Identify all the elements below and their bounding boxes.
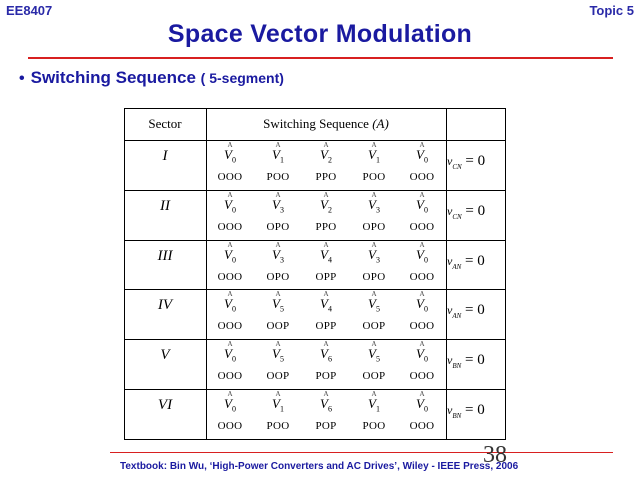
- row-border-5: [124, 389, 506, 390]
- switching-vector: $V_0$: [224, 196, 236, 215]
- switching-vector: $V_0$: [416, 147, 428, 165]
- switching-state: OOO: [409, 270, 435, 283]
- switching-state: OPO: [266, 270, 290, 283]
- sequence-arrow-icon: A: [371, 390, 377, 398]
- vcm-subscript: BN: [452, 412, 462, 420]
- switching-state: OPO: [266, 220, 290, 233]
- vector-index: 0: [231, 354, 236, 364]
- vcm-subscript: AN: [452, 312, 462, 321]
- vector-cell: [350, 341, 398, 366]
- sector-label: IV: [157, 297, 173, 314]
- page-number: 38: [483, 442, 507, 468]
- switching-state: POO: [362, 171, 386, 183]
- vcm-symbol: v: [447, 203, 453, 218]
- table-top-border: [124, 108, 506, 109]
- vcm-equals-zero: = 0: [461, 352, 485, 369]
- vector-cell: [398, 391, 446, 416]
- vector-index: 1: [279, 404, 284, 414]
- switching-vector: $V_3$: [368, 246, 380, 265]
- switching-vector: $V_1$: [368, 396, 380, 414]
- vector-index: 0: [231, 255, 236, 265]
- vcm-subscript: CN: [452, 163, 462, 171]
- vector-index: 2: [327, 155, 332, 165]
- vector-cell: [206, 192, 254, 217]
- sequence-arrow-icon: A: [323, 190, 329, 199]
- switching-state: OPP: [315, 320, 337, 333]
- common-mode-voltage: [447, 352, 504, 370]
- row-border-1: [124, 190, 506, 191]
- switching-vector: $V_0$: [416, 396, 428, 414]
- sequence-arrow-icon: A: [275, 290, 281, 299]
- row-border-3: [124, 289, 506, 290]
- switching-vector: $V_2$: [320, 196, 332, 215]
- vector-cell: [398, 242, 446, 267]
- common-mode-voltage: [447, 302, 504, 320]
- switching-state: OOO: [217, 220, 243, 233]
- sequence-arrow-icon: A: [371, 141, 377, 149]
- sequence-arrow-icon: A: [275, 340, 281, 349]
- vector-cell: [350, 192, 398, 217]
- switching-vector: $V_3$: [368, 196, 380, 215]
- sequence-arrow-icon: A: [323, 340, 329, 349]
- switching-vector: $V_0$: [224, 396, 236, 414]
- sequence-arrow-icon: A: [371, 240, 377, 249]
- switching-vector: $V_0$: [224, 246, 236, 265]
- sector-label: II: [160, 197, 170, 214]
- switching-vector: $V_1$: [368, 147, 380, 165]
- vector-index: 4: [327, 255, 332, 265]
- vector-index: 6: [327, 404, 332, 414]
- switching-vector: $V_4$: [320, 246, 332, 265]
- vector-cell: [398, 341, 446, 366]
- vector-index: 5: [279, 354, 284, 364]
- vector-index: 1: [375, 155, 380, 165]
- header-sector: Sector: [148, 116, 182, 131]
- switching-vector: $V_2$: [320, 147, 332, 165]
- common-mode-voltage: [447, 153, 504, 171]
- vector-cell: [302, 142, 350, 167]
- sequence-arrow-icon: A: [227, 290, 233, 299]
- switching-vector: $V_0$: [224, 147, 236, 165]
- switching-state: PPO: [315, 220, 337, 233]
- vector-cell: [254, 142, 302, 167]
- sequence-arrow-icon: A: [419, 240, 425, 249]
- switching-vector: $V_6$: [320, 396, 332, 414]
- sequence-arrow-icon: A: [371, 190, 377, 199]
- vector-index: 0: [423, 404, 428, 414]
- switching-vector: $V_1$: [272, 147, 284, 165]
- sequence-arrow-icon: A: [419, 141, 425, 149]
- vector-cell: [254, 192, 302, 217]
- vector-cell: [398, 291, 446, 316]
- sequence-arrow-icon: A: [419, 340, 425, 349]
- switching-state: OOP: [266, 370, 290, 383]
- vector-index: 0: [423, 354, 428, 364]
- header-sequence-note: (A): [372, 116, 389, 131]
- sequence-arrow-icon: A: [275, 190, 281, 199]
- vector-cell: [206, 291, 254, 316]
- sequence-arrow-icon: A: [419, 390, 425, 398]
- switching-state: OOP: [362, 320, 386, 333]
- sequence-arrow-icon: A: [275, 141, 281, 149]
- switching-state: OPO: [362, 270, 386, 283]
- vcm-symbol: v: [447, 253, 453, 268]
- sector-label: VI: [157, 397, 173, 413]
- switching-state: OOO: [217, 171, 243, 183]
- vector-index: 0: [423, 205, 428, 215]
- switching-state: OPO: [362, 220, 386, 233]
- switching-vector: $V_0$: [416, 346, 428, 364]
- vcm-equals-zero: = 0: [461, 153, 486, 169]
- switching-state: OOO: [217, 370, 243, 383]
- switching-state: OOO: [217, 320, 243, 333]
- vector-index: 3: [279, 205, 284, 215]
- row-border-4: [124, 339, 506, 340]
- title-divider: [28, 57, 613, 59]
- switching-state: POP: [315, 370, 337, 383]
- switching-vector: $V_0$: [416, 246, 428, 265]
- vector-index: 6: [327, 354, 332, 364]
- vector-cell: [206, 391, 254, 416]
- vector-cell: [254, 291, 302, 316]
- vector-cell: [350, 142, 398, 167]
- switching-state: OOO: [409, 320, 435, 333]
- switching-vector: $V_0$: [224, 296, 236, 314]
- vcm-subscript: BN: [452, 362, 462, 371]
- vector-cell: [302, 391, 350, 416]
- switching-state: POO: [362, 420, 386, 432]
- switching-state: POO: [266, 420, 290, 432]
- sequence-arrow-icon: A: [227, 190, 233, 199]
- sequence-arrow-icon: A: [371, 340, 377, 349]
- topic-label: Topic 5: [589, 3, 634, 18]
- vcm-subscript: AN: [452, 262, 462, 271]
- switching-vector: $V_6$: [320, 346, 332, 364]
- switching-state: OOP: [362, 370, 386, 383]
- sequence-arrow-icon: A: [419, 290, 425, 299]
- switching-state: OPP: [315, 270, 337, 283]
- common-mode-voltage: [447, 203, 504, 221]
- switching-vector: $V_5$: [272, 296, 284, 314]
- vector-cell: [302, 341, 350, 366]
- sequence-arrow-icon: A: [323, 141, 329, 149]
- vector-index: 3: [279, 255, 284, 265]
- vector-cell: [302, 291, 350, 316]
- table-bottom-border: [124, 439, 506, 440]
- vector-cell: [302, 242, 350, 267]
- footer-divider: [110, 452, 613, 453]
- sequence-arrow-icon: A: [323, 290, 329, 299]
- vector-cell: [350, 291, 398, 316]
- switching-vector: $V_5$: [368, 296, 380, 314]
- switching-state: OOO: [217, 270, 243, 283]
- vector-cell: [206, 242, 254, 267]
- vcm-subscript: CN: [452, 212, 462, 221]
- vector-cell: [398, 142, 446, 167]
- sector-label: V: [160, 347, 170, 364]
- switching-sequence-table: [124, 108, 506, 439]
- sequence-arrow-icon: A: [227, 390, 233, 398]
- vector-index: 0: [423, 304, 428, 314]
- vector-index: 1: [375, 404, 380, 414]
- vcm-equals-zero: = 0: [461, 202, 486, 219]
- vector-index: 4: [327, 304, 332, 314]
- sequence-arrow-icon: A: [227, 340, 233, 349]
- bullet-point: [19, 68, 284, 88]
- sector-label: III: [157, 247, 173, 264]
- vector-cell: [302, 192, 350, 217]
- header-switching-sequence: [206, 108, 446, 140]
- switching-vector: $V_4$: [320, 296, 332, 314]
- row-border-2: [124, 240, 506, 241]
- sector-label: I: [162, 148, 168, 164]
- bullet-main-text: Switching Sequence: [30, 68, 196, 87]
- switching-vector: $V_5$: [272, 346, 284, 364]
- vector-index: 5: [375, 304, 380, 314]
- sequence-arrow-icon: A: [323, 390, 329, 398]
- switching-vector: $V_3$: [272, 196, 284, 215]
- vector-index: 0: [231, 205, 236, 215]
- vector-index: 5: [279, 304, 284, 314]
- header-bottom-border: [124, 140, 506, 141]
- common-mode-voltage: [447, 253, 504, 271]
- vcm-equals-zero: = 0: [461, 252, 485, 269]
- vector-index: 5: [375, 354, 380, 364]
- sequence-arrow-icon: A: [227, 141, 233, 149]
- vector-index: 3: [375, 255, 380, 265]
- switching-vector: $V_0$: [416, 196, 428, 215]
- sequence-arrow-icon: A: [227, 240, 233, 249]
- vcm-symbol: v: [447, 353, 453, 368]
- sequence-arrow-icon: A: [275, 390, 281, 398]
- switching-state: OOO: [409, 420, 435, 432]
- switching-vector: $V_1$: [272, 396, 284, 414]
- switching-vector: $V_0$: [224, 346, 236, 364]
- sequence-arrow-icon: A: [323, 240, 329, 249]
- vector-cell: [254, 341, 302, 366]
- header-sequence-text: Switching Sequence: [263, 116, 369, 131]
- vector-cell: [206, 142, 254, 167]
- switching-state: OOO: [409, 370, 435, 383]
- switching-state: OOO: [409, 220, 435, 233]
- vector-cell: [398, 192, 446, 217]
- footer-citation: Textbook: Bin Wu, ‘High-Power Converters and AC Drives’, Wiley - IEEE Press, 2006: [120, 461, 519, 472]
- vector-index: 0: [423, 255, 428, 265]
- vector-cell: [206, 341, 254, 366]
- vector-index: 0: [423, 155, 428, 165]
- switching-vector: $V_0$: [416, 296, 428, 314]
- vector-index: 2: [327, 205, 332, 215]
- vector-index: 0: [231, 404, 236, 414]
- switching-state: OOO: [409, 171, 435, 183]
- vcm-symbol: v: [447, 303, 453, 318]
- course-code: EE8407: [6, 3, 53, 18]
- switching-state: POO: [266, 171, 290, 183]
- vcm-equals-zero: = 0: [461, 402, 485, 418]
- vcm-symbol: v: [447, 403, 453, 417]
- bullet-dot-icon: •: [19, 70, 25, 87]
- switching-state: POP: [315, 420, 337, 432]
- vector-cell: [350, 242, 398, 267]
- vector-index: 1: [279, 155, 284, 165]
- sequence-arrow-icon: A: [275, 240, 281, 249]
- sequence-arrow-icon: A: [419, 190, 425, 199]
- vector-index: 0: [231, 304, 236, 314]
- vector-cell: [350, 391, 398, 416]
- switching-state: OOP: [266, 320, 290, 333]
- vcm-equals-zero: = 0: [461, 302, 485, 319]
- vector-cell: [254, 391, 302, 416]
- switching-vector: $V_3$: [272, 246, 284, 265]
- switching-vector: $V_5$: [368, 346, 380, 364]
- common-mode-voltage: [447, 402, 504, 420]
- slide-title: Space Vector Modulation: [167, 20, 473, 48]
- vector-index: 0: [231, 155, 236, 165]
- switching-state: PPO: [315, 171, 337, 183]
- vector-cell: [254, 242, 302, 267]
- bullet-sub-text: ( 5-segment): [200, 70, 284, 86]
- sequence-arrow-icon: A: [371, 290, 377, 299]
- switching-state: OOO: [217, 420, 243, 432]
- vcm-symbol: v: [447, 154, 453, 168]
- vector-index: 3: [375, 205, 380, 215]
